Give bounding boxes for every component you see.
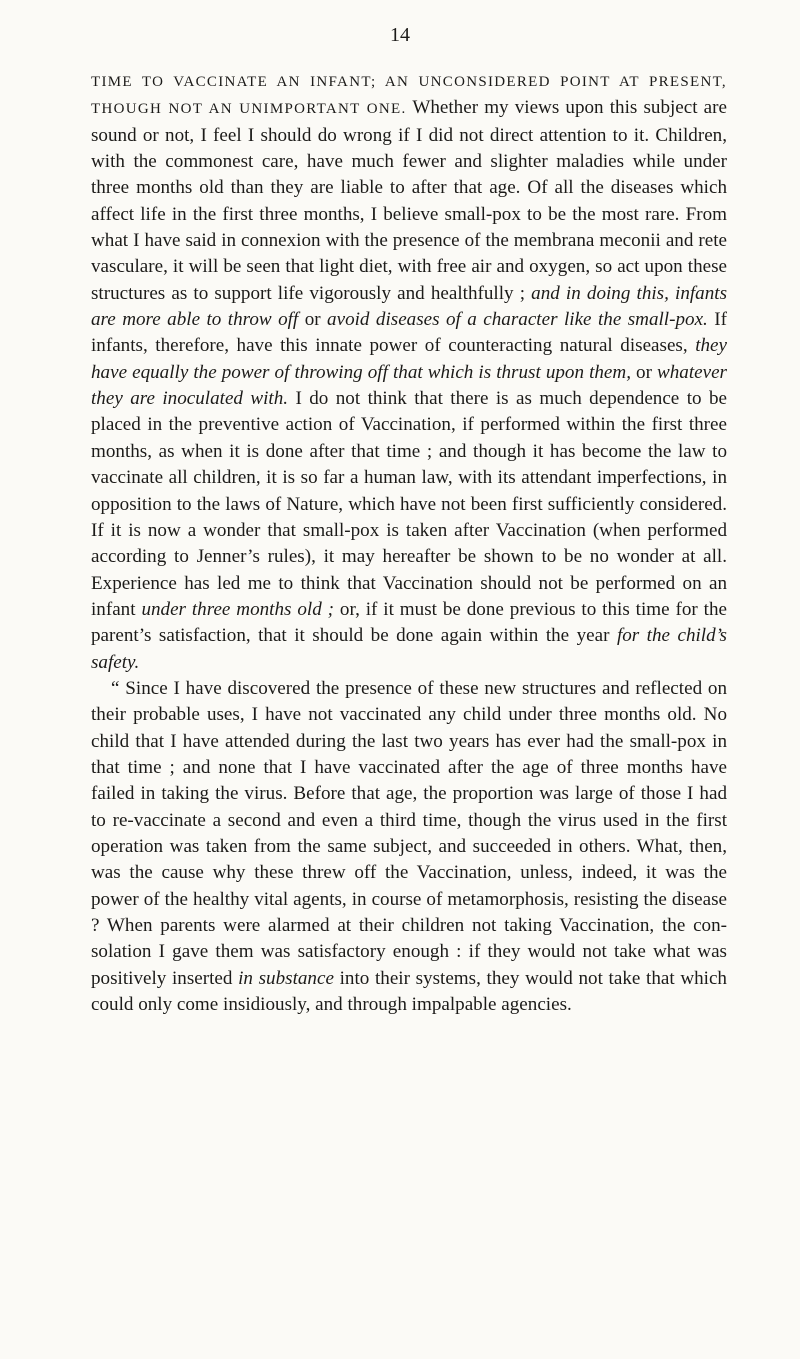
italic-emphasis: for the child’s safety.	[91, 625, 727, 673]
text-run: Whether my views upon this subject are sound or not, I feel I should do wrong if I did not direct attention to it. Children, with the commonest care, have much fewer and slighter maladies while under three months old than they are liable to after that age. Of all the diseases which affect life in the first three months, I believe small-pox to be the most rare. From what I have said in connexion with the presence of the membrana meconii and rete vasculare, it will be seen that light diet, with free air and oxygen, so act upon these structures as to support life vigorously and healthfully ;	[91, 97, 727, 304]
italic-emphasis: whatever they are inoculated with.	[91, 361, 727, 410]
italic-emphasis: avoid diseases of a character like the small-pox.	[327, 309, 708, 331]
text-run: I do not think that there is as much dependence to be placed in the preventive action of Vaccination, if performed within the first three months, as when it is done after that time ; and though it has become the law to vaccinate all children, it is so far a human law, with its attendant imperfections, in opposition to the laws of Nature, which have not been first sufficiently considered. If it is now a wonder that small-pox is taken after Vaccination (when performed according to Jenner’s rules), it may hereafter be shown to be no wonder at all. Experience has led me to think that Vaccination should not be performed on an infant	[91, 388, 727, 620]
page-number: 14	[390, 24, 410, 46]
text-run: or	[298, 309, 328, 331]
body-text	[91, 68, 727, 1018]
italic-emphasis: under three months old ;	[141, 598, 335, 620]
text-run: “ Since I have discovered the presence of these new structures and reflected on their probable uses, I have not vaccinated any child under three months old. No child that I have attended during the last two years has ever had the small-pox in that time ; and none that I have vaccinated after the age of three months have failed in taking the virus. Before that age, the proportion was large of those I had to re-vaccinate a second and even a third time, though the virus used in the first operation was taken from the same subject, and succeeded in others. What, then, was the cause why these threw off the Vaccination, unless, indeed, it was the power of the healthy vital agents, in course of metamorphosis, resisting the disease ? When parents were alarmed at their children not taking Vaccination, the con- solation I gave them was satisfactory enough : if they would not take what was positively inserted	[91, 677, 727, 989]
paragraph-1	[91, 68, 727, 676]
text-run: If infants, therefore, have this innate power of counteracting natural diseases,	[91, 309, 727, 357]
italic-emphasis: and in doing this, infants are more able to throw off	[91, 282, 727, 331]
text-run: or, if it must be done previous to this time for the parent’s satisfaction, that it should be done again within the year	[91, 598, 727, 647]
text-run: into their systems, they would not take that which could only come insidiously, and through impalpable agencies.	[91, 967, 727, 1016]
text-run: or	[630, 361, 657, 383]
section-heading-smallcaps: TIME TO VACCINATE AN INFANT; AN UNCONSIDERED POINT AT PRESENT, THOUGH NOT AN UNIMPORTANT ONE.	[91, 74, 727, 118]
paragraph-2	[91, 676, 727, 1018]
italic-emphasis: they have equally the power of throwing off that which is thrust upon them,	[91, 335, 727, 383]
italic-emphasis: in substance	[238, 967, 334, 989]
